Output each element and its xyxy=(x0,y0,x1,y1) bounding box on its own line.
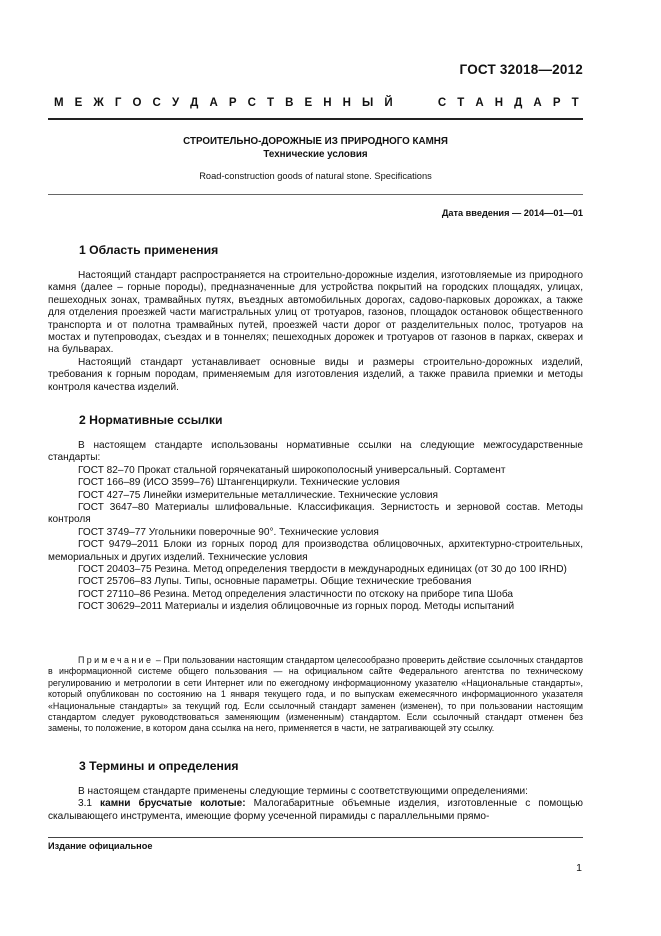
reference-item: ГОСТ 3749–77 Угольники поверочные 90°. Технические условия xyxy=(78,526,379,538)
section-1-body xyxy=(48,270,583,394)
term-text: Малогабаритные объемные изделия, изготовленные с помощью скалывающего инструмента, имеющие форму усеченной пирамиды с параллельными прямо- xyxy=(48,798,583,822)
interstate-standard-banner xyxy=(54,97,579,109)
note-label: Примечание xyxy=(78,655,154,665)
banner-letter: Р xyxy=(228,97,237,109)
footer-rule xyxy=(48,837,583,838)
banner-letter xyxy=(404,97,410,109)
banner-letter: Е xyxy=(304,97,313,109)
banner-letter: О xyxy=(132,97,142,109)
reference-item: ГОСТ 3647–80 Материалы шлифовальные. Классификация. Зернистость и зерновой состав. Методы контроля xyxy=(48,502,583,526)
term-name: камни брусчатые колотые: xyxy=(100,798,246,810)
section-3-intro: В настоящем стандарте применены следующие термины с соответствующими определениями: xyxy=(78,786,528,797)
banner-letter: У xyxy=(171,97,180,109)
banner-letter: Ж xyxy=(93,97,104,109)
standard-code: ГОСТ 32018—2012 xyxy=(459,62,583,77)
section-1-paragraph-1: Настоящий стандарт распространяется на строительно-дорожные изделия, изготовляемые из природного камня (далее – горные породы), предназначенные для устройства покрытий на городских площадях, улицах, пешеходных зонах, трамвайных путях, въездных автомобильных дорогах, садово-парковых дорожках, а также для отделения проезжей части магистральных улиц от тротуаров, газонов, площадок остановок общественного транспорта и от полотна трамвайных путей, проезжей части дорог от разделительных полос, тротуаров на мостах и путепроводах, съездах и в тоннелях; пешеходных дорожек и тротуаров от газонов в парках, скверах и на бульварах. xyxy=(48,270,583,356)
section-1-paragraph-2: Настоящий стандарт устанавливает основные виды и размеры строительно-дорожных изделий, требования к горным породам, применяемым для изготовления изделий, а также правила приемки и методы контроля качества изделий. xyxy=(48,356,583,393)
term-number: 3.1 xyxy=(78,798,101,810)
reference-item: ГОСТ 25706–83 Лупы. Типы, основные параметры. Общие технические требования xyxy=(78,576,472,588)
note-text: – При пользовании настоящим стандартом целесообразно проверить действие ссылочных стандартов в информационной системе общего пользования — на официальном сайте Федерального агентства по техническому регулированию и метрологии в сети Интернет или по ежегодному информационному указателю «Национальные стандарты», который опубликован по состоянию на 1 января текущего года, и по выпускам ежемесячного информационного указателя «Национальные стандарты» за текущий год. Если ссылочный стандарт заменен (изменен), то при пользовании настоящим стандартом следует руководствоваться заменяющим (измененным) стандартом. Если ссылочный стандарт отменен без замены, то положение, в котором дана ссылка на него, применяется в части, не затрагивающей эту ссылку. xyxy=(48,655,583,734)
reference-item: ГОСТ 20403–75 Резина. Метод определения твердости в международных единицах (от 30 до 100 IRHD) xyxy=(78,564,567,576)
banner-letter: С xyxy=(437,97,447,109)
title-rule xyxy=(48,194,583,195)
banner-letter: Ы xyxy=(362,97,374,109)
banner-letter: Й xyxy=(384,97,393,109)
banner-letter: Н xyxy=(494,97,504,109)
reference-item: ГОСТ 9479–2011 Блоки из горных пород для производства облицовочных, архитектурно-строительных, мемориальных и других изделий. Технические условия xyxy=(48,539,583,563)
section-2-intro: В настоящем стандарте использованы нормативные ссылки на следующие межгосударственные стандарты: xyxy=(48,440,583,464)
reference-item: ГОСТ 27110–86 Резина. Метод определения эластичности по отскоку на приборе типа Шоба xyxy=(78,588,513,600)
section-2-note xyxy=(48,655,583,735)
banner-letter: А xyxy=(475,97,484,109)
banner-letter: Е xyxy=(74,97,83,109)
reference-item: ГОСТ 427–75 Линейки измерительные металлические. Технические условия xyxy=(78,489,439,501)
reference-item: ГОСТ 166–89 (ИСО 3599–76) Штангенциркули. Технические условия xyxy=(78,477,400,489)
official-edition-label: Издание официальное xyxy=(48,841,153,851)
banner-letter: Н xyxy=(323,97,332,109)
banner-letter: А xyxy=(209,97,218,109)
banner-letter: Д xyxy=(190,97,199,109)
term-definition xyxy=(48,798,583,823)
header-rule xyxy=(48,118,583,120)
introduction-date: Дата введения — 2014—01—01 xyxy=(441,208,583,218)
title-main: СТРОИТЕЛЬНО-ДОРОЖНЫЕ ИЗ ПРИРОДНОГО КАМНЯ xyxy=(183,136,448,147)
banner-letter: Т xyxy=(266,97,275,109)
reference-item: ГОСТ 30629–2011 Материалы и изделия облицовочные из горных пород. Методы испытаний xyxy=(78,601,515,613)
document-title xyxy=(48,135,583,161)
banner-letter: Д xyxy=(514,97,523,109)
banner-letter: Т xyxy=(571,97,579,109)
title-sub: Технические условия xyxy=(263,149,368,160)
banner-letter: С xyxy=(247,97,256,109)
title-english: Road-construction goods of natural stone. Specifications xyxy=(199,171,432,181)
banner-letter: Т xyxy=(457,97,465,109)
section-3-heading: 3 Термины и определения xyxy=(79,759,239,773)
section-3-body xyxy=(48,786,583,823)
banner-letter: В xyxy=(285,97,294,109)
banner-letter: М xyxy=(54,97,64,109)
page-number: 1 xyxy=(576,862,582,874)
section-2-heading: 2 Нормативные ссылки xyxy=(79,413,223,427)
banner-letter: Г xyxy=(114,97,122,109)
reference-item: ГОСТ 82–70 Прокат стальной горячекатаный широкополосный универсальный. Сортамент xyxy=(78,464,506,476)
banner-letter: Р xyxy=(552,97,561,109)
banner-letter: А xyxy=(533,97,542,109)
section-1-heading: 1 Область применения xyxy=(79,243,219,257)
banner-letter xyxy=(421,97,427,109)
section-2-body xyxy=(48,440,583,614)
banner-letter: Н xyxy=(342,97,351,109)
banner-letter: С xyxy=(152,97,161,109)
